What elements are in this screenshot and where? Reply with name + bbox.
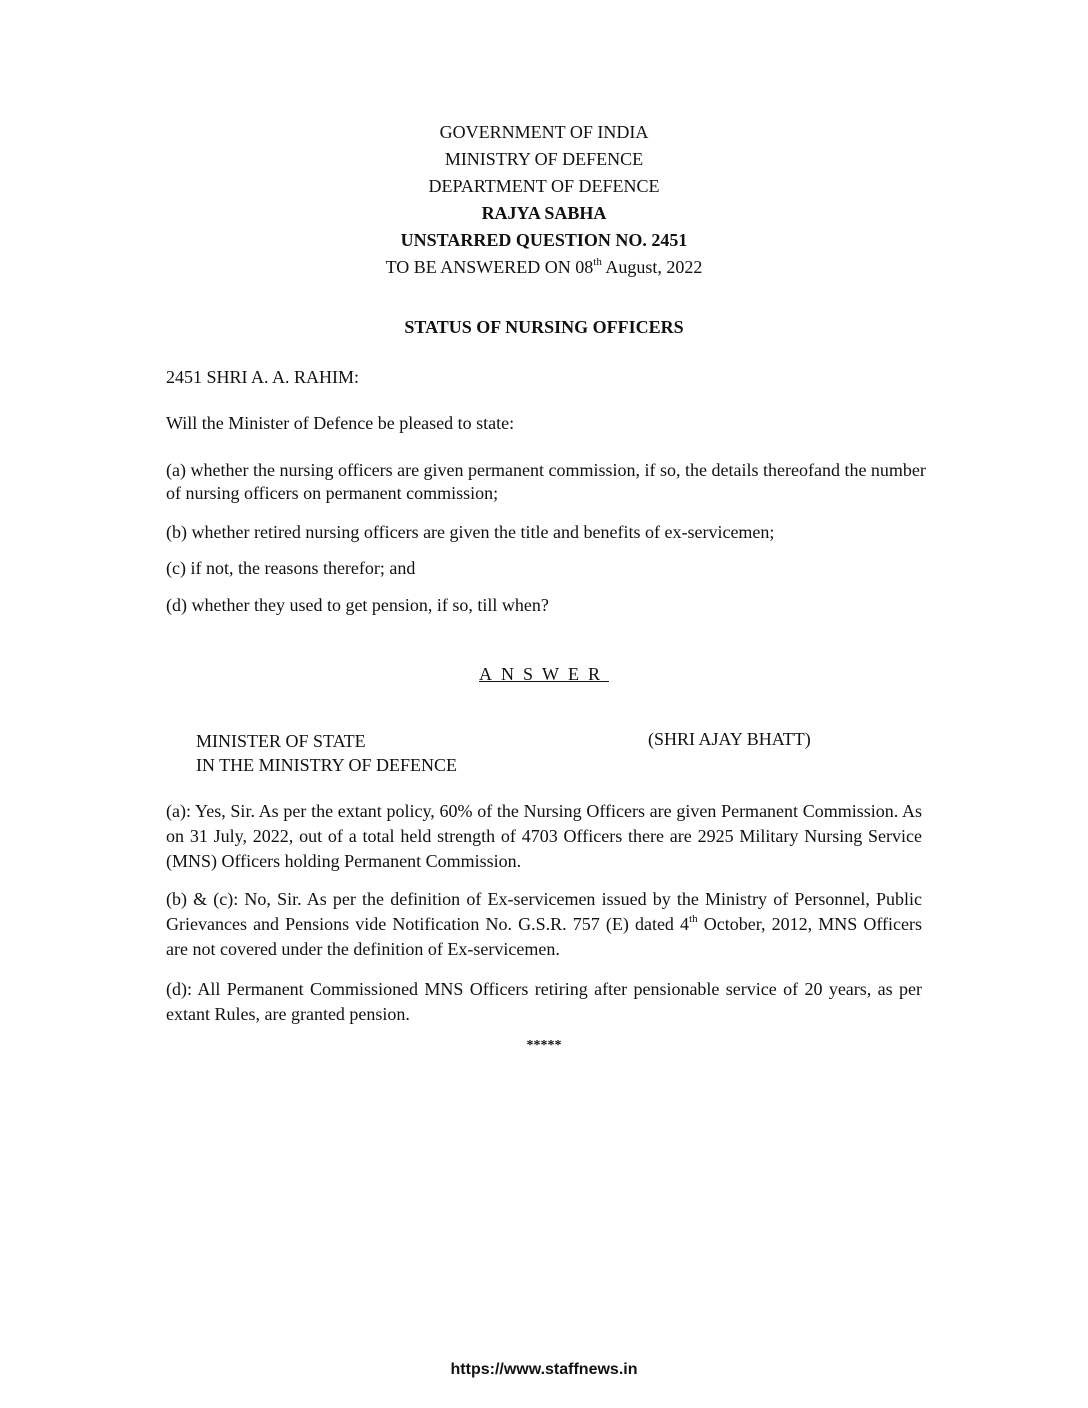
- header-department: DEPARTMENT OF DEFENCE: [428, 176, 660, 196]
- header-answer-date: [0, 254, 1088, 281]
- document-header: [0, 119, 1088, 281]
- answer-b-c-text-end: October, 2012, MNS Officers are not covered under the definition of Ex-servicemen.: [166, 914, 922, 959]
- question-item-b: (b) whether retired nursing officers are given the title and benefits of ex-servicemen;: [166, 522, 775, 542]
- header-question-number: UNSTARRED QUESTION NO. 2451: [400, 230, 688, 250]
- answer-date-suffix: August, 2022: [601, 257, 703, 277]
- question-item-a: (a) whether the nursing officers are given permanent commission, if so, the details thereofand the number of nursing officers on permanent commission;: [166, 460, 926, 503]
- minister-line-1: MINISTER OF STATE: [196, 731, 366, 751]
- question-intro: Will the Minister of Defence be pleased to state:: [166, 413, 515, 433]
- answer-a: (a): Yes, Sir. As per the extant policy, 60% of the Nursing Officers are given Permanent Commission. As on 31 July, 2022, out of a total held strength of 4703 Officers there are 2925 Military Nursing Service (MNS) Officers holding Permanent Commission.: [166, 801, 922, 871]
- footer-url: https://www.staffnews.in: [450, 1361, 638, 1378]
- answer-date-superscript: th: [593, 256, 602, 268]
- answer-b-c-text: (b) & (c): No, Sir. As per the definition of Ex-servicemen issued by the Ministry of Personnel, Public Grievances and Pensions vide Notification No. G.S.R. 757 (E) dated 4: [166, 889, 922, 934]
- question-item-c: (c) if not, the reasons therefor; and: [166, 558, 416, 578]
- minister-line-2: IN THE MINISTRY OF DEFENCE: [196, 755, 458, 775]
- answer-d: (d): All Permanent Commissioned MNS Officers retiring after pensionable service of 20 years, as per extant Rules, are granted pension.: [166, 979, 922, 1024]
- question-item-d: (d) whether they used to get pension, if so, till when?: [166, 595, 549, 615]
- answer-date-prefix: TO BE ANSWERED ON 08: [385, 257, 594, 277]
- answer-heading: ANSWER: [479, 664, 609, 684]
- minister-name: (SHRI AJAY BHATT): [648, 729, 811, 749]
- answer-b-c: [166, 887, 922, 962]
- header-ministry: MINISTRY OF DEFENCE: [444, 149, 644, 169]
- answer-b-c-superscript: th: [689, 913, 698, 925]
- document-title: STATUS OF NURSING OFFICERS: [404, 317, 684, 337]
- header-house: RAJYA SABHA: [481, 203, 607, 223]
- question-asked-by: 2451 SHRI A. A. RAHIM:: [166, 367, 360, 387]
- minister-designation: [196, 729, 457, 777]
- header-government: GOVERNMENT OF INDIA: [439, 122, 649, 142]
- end-marker: *****: [526, 1038, 562, 1053]
